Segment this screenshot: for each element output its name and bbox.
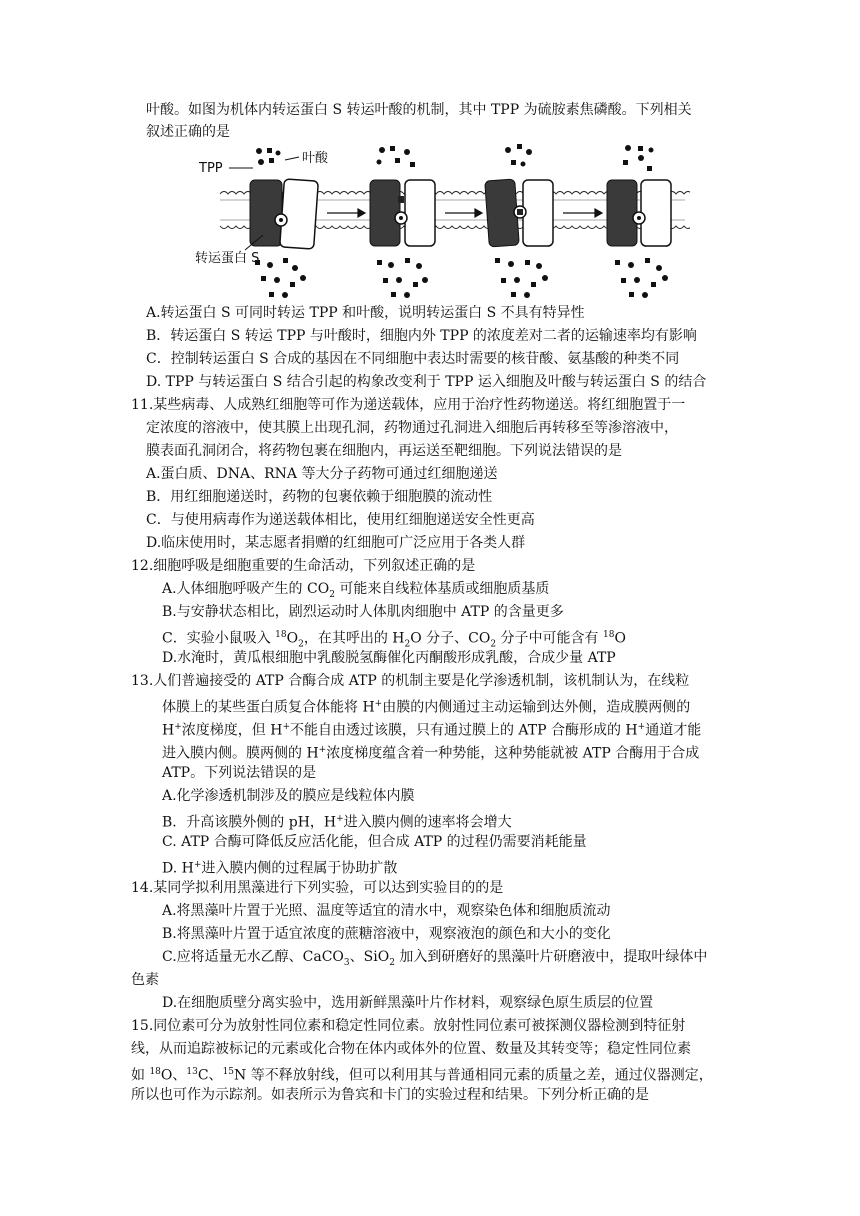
- q12-option-a: A.人体细胞呼吸产生的 $CO_2$ 可能来自线粒体基质或细胞质基质: [162, 581, 550, 600]
- protein-s-state-2: [370, 180, 435, 246]
- q10-option-c: C．控制转运蛋白 S 合成的基因在不同细胞中表达时需要的核苷酸、氨基酸的种类不同: [146, 351, 680, 367]
- q14-option-b: B.将黑藻叶片置于适宜浓度的蔗糖溶液中，观察液泡的颜色和大小的变化: [162, 926, 611, 942]
- q12-option-d: D.水淹时，黄瓜根细胞中乳酸脱氢酶催化丙酮酸形成乳酸，合成少量 ATP: [162, 650, 616, 666]
- q11-option-c: C．与使用病毒作为递送载体相比，使用红细胞递送安全性更高: [146, 512, 535, 528]
- q14-option-c-line-2: 色素: [131, 972, 159, 988]
- q11-stem-1: 11.某些病毒、人成熟红细胞等可作为递送载体，应用于治疗性药物递送。将红细胞置于一: [131, 397, 686, 413]
- protein-s-label: 转运蛋白 S: [195, 251, 260, 266]
- tpp-label: TPP: [199, 161, 223, 176]
- q14-option-d: D.在细胞质壁分离实验中，选用新鲜黑藻叶片作材料，观察绿色原生质层的位置: [162, 995, 654, 1011]
- q13-option-b: B．升高该膜外侧的 pH，H+进入膜内侧的速率将会增大: [162, 814, 512, 831]
- q13-stem-2: 体膜上的某些蛋白质复合体能将 H+由膜的内侧通过主动运输到达外侧，造成膜两侧的: [162, 699, 691, 716]
- q15-line-2: 线，从而追踪被标记的元素或化合物在体内或体外的位置、数量及其转变等；稳定性同位素: [131, 1041, 691, 1057]
- q15-line-3: 如 $^{18}$O、$^{13}$C、$^{15}$N 等不释放射线，但可以利用其与普通相同元素的质量之差，通过仪器测定，: [131, 1067, 713, 1084]
- q11-option-b: B．用红细胞递送时，药物的包裹依赖于细胞膜的流动性: [146, 489, 493, 505]
- q12-option-b: B.与安静状态相比，剧烈运动时人体肌肉细胞中 ATP 的含量更多: [162, 604, 564, 620]
- q13-option-a: A.化学渗透机制涉及的膜应是线粒体内膜: [162, 788, 415, 804]
- q15-line-1: 15.同位素可分为放射性同位素和稳定性同位素。放射性同位素可被探测仪器检测到特征射: [131, 1018, 686, 1034]
- q12-stem: 12.细胞呼吸是细胞重要的生命活动，下列叙述正确的是: [131, 558, 476, 574]
- q11-stem-2: 定浓度的溶液中，使其膜上出现孔洞，药物通过孔洞进入细胞后再转移至等渗溶液中，: [146, 420, 678, 436]
- q15-line-4: 所以也可作为示踪剂。如表所示为鲁宾和卡门的实验过程和结果。下列分析正确的是: [131, 1087, 649, 1103]
- protein-s-state-4: [607, 180, 671, 246]
- intracellular-molecules: [255, 258, 668, 298]
- q10-option-b: B．转运蛋白 S 转运 TPP 与叶酸时，细胞内外 TPP 的浓度差对二者的运输速率均有影响: [146, 328, 697, 344]
- q11-option-a: A.蛋白质、DNA、RNA 等大分子药物可通过红细胞递送: [146, 466, 498, 482]
- transport-protein-figure: [195, 140, 690, 305]
- q13-stem-5: ATP。下列说法错误的是: [162, 765, 317, 781]
- q10-option-a: A.转运蛋白 S 可同时转运 TPP 和叶酸，说明转运蛋白 S 不具有特异性: [146, 305, 585, 321]
- q14-stem: 14.某同学拟利用黑藻进行下列实验，可以达到实验目的的是: [131, 880, 504, 896]
- membrane-diagram: [195, 140, 690, 305]
- q13-option-c: C. ATP 合酶可降低反应活化能，但合成 ATP 的过程仍需要消耗能量: [162, 834, 587, 850]
- q12-option-c: C．实验小鼠吸入 $^{18}O_2$，在其呼出的 $H_2O$ 分子、$CO_2$ 分子中可能含有 $^{18}$O: [162, 630, 626, 650]
- q14-option-a: A.将黑藻叶片置于光照、温度等适宜的清水中，观察染色体和细胞质流动: [162, 903, 611, 919]
- folate-label: 叶酸: [302, 151, 329, 166]
- q13-stem-1: 13.人们普遍接受的 ATP 合酶合成 ATP 的机制主要是化学渗透机制，该机制认为，在线粒: [131, 673, 690, 689]
- q13-stem-3: H+浓度梯度，但 H+不能自由透过该膜，只有通过膜上的 ATP 合酶形成的 H+通道才能: [162, 722, 702, 739]
- q10-option-d: D. TPP 与转运蛋白 S 结合引起的构象改变利于 TPP 运入细胞及叶酸与转运蛋白 S 的结合: [146, 374, 707, 390]
- q13-stem-4: 进入膜内侧。膜两侧的 H+浓度梯度蕴含着一种势能，这种势能就被 ATP 合酶用于合成: [162, 745, 700, 762]
- q11-stem-3: 膜表面孔洞闭合，将药物包裹在细胞内，再运送至靶细胞。下列说法错误的是: [146, 443, 622, 459]
- intro-line-1: 叶酸。如图为机体内转运蛋白 S 转运叶酸的机制，其中 TPP 为硫胺素焦磷酸。下列相关: [146, 102, 692, 118]
- intro-line-2: 叙述正确的是: [146, 124, 230, 140]
- protein-s-state-1: [250, 179, 318, 249]
- q14-option-c-line-1: C.应将适量无水乙醇、CaCO$_3$、SiO$_2$ 加入到研磨好的黑藻叶片研磨液中，提取叶绿体中: [162, 949, 708, 968]
- protein-s-state-3: [485, 179, 553, 247]
- q13-option-d: D. H+进入膜内侧的过程属于协助扩散: [162, 860, 398, 877]
- folate-pointer: [285, 157, 299, 160]
- q11-option-d: D.临床使用时，某志愿者捐赠的红细胞可广泛应用于各类人群: [146, 535, 526, 551]
